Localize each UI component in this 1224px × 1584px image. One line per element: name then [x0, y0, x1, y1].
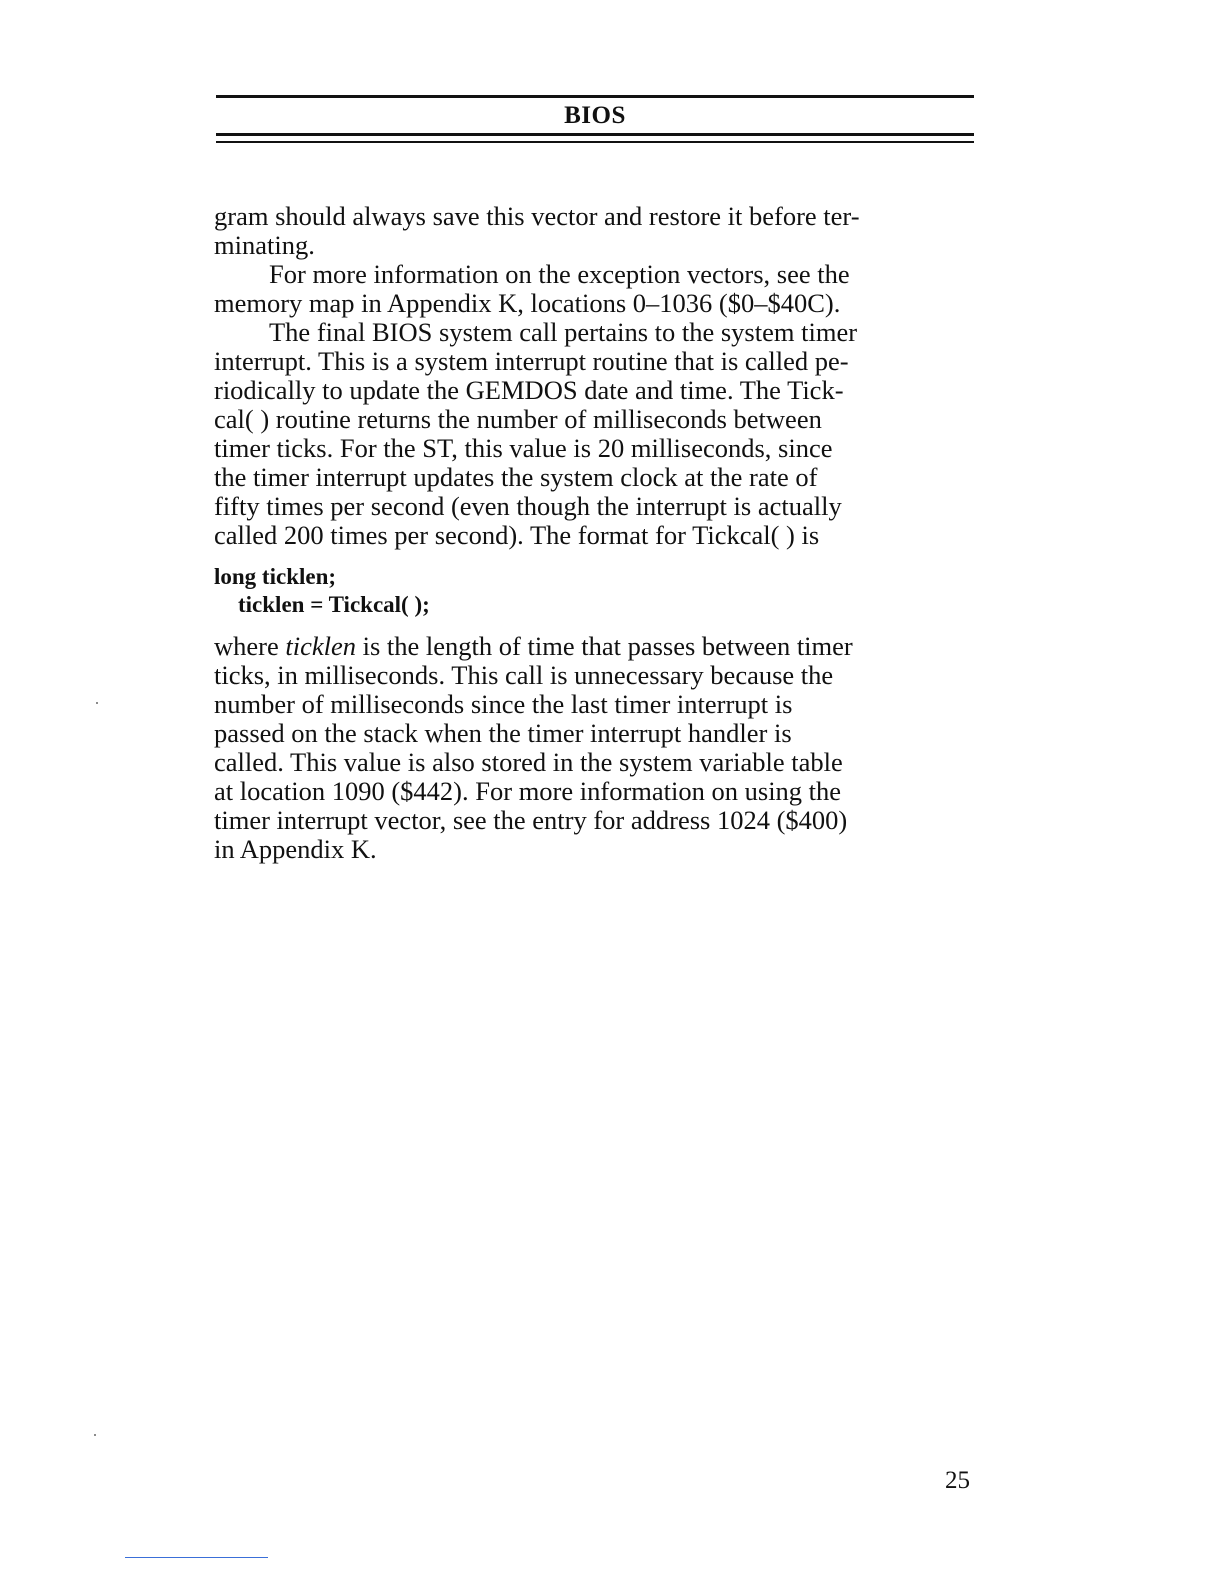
text-line: called. This value is also stored in the system variable table	[214, 747, 843, 777]
text-line: number of milliseconds since the last timer interrupt is	[214, 689, 793, 719]
text-line: riodically to update the GEMDOS date and time. The Tick-	[214, 375, 844, 405]
text-line: timer ticks. For the ST, this value is 20 milliseconds, since	[214, 433, 833, 463]
text-fragment: is the length of time that passes between timer	[356, 631, 853, 661]
text-line: gram should always save this vector and restore it before ter-	[214, 201, 860, 231]
text-line: timer interrupt vector, see the entry for address 1024 ($400)	[214, 805, 848, 835]
body-text	[214, 202, 966, 864]
code-example	[214, 563, 966, 619]
text-line: called 200 times per second). The format for Tickcal( ) is	[214, 520, 820, 550]
text-line: minating.	[214, 230, 315, 260]
paragraph-exception-vectors	[214, 260, 966, 318]
text-line: passed on the stack when the timer interrupt handler is	[214, 718, 792, 748]
header-rule-bottom	[216, 133, 974, 143]
paragraph-tickcal	[214, 318, 966, 550]
header-rule-top	[216, 95, 974, 98]
text-fragment: where	[214, 631, 286, 661]
code-line-call: ticklen = Tickcal( );	[238, 592, 430, 617]
footer-underline	[125, 1557, 268, 1558]
text-line: in Appendix K.	[214, 834, 377, 864]
text-line: For more information on the exception vectors, see the	[269, 259, 850, 289]
text-line	[214, 632, 966, 661]
text-line: fifty times per second (even though the interrupt is actually	[214, 491, 842, 521]
text-line: cal( ) routine returns the number of milliseconds between	[214, 404, 822, 434]
text-line: the timer interrupt updates the system clock at the rate of	[214, 462, 818, 492]
page-number: 25	[945, 1467, 970, 1494]
text-line: interrupt. This is a system interrupt routine that is called pe-	[214, 346, 849, 376]
text-line: ticks, in milliseconds. This call is unnecessary because the	[214, 660, 834, 690]
running-header-title: BIOS	[564, 102, 626, 129]
scan-speck	[96, 702, 98, 704]
paragraph-ticklen	[214, 632, 966, 864]
code-line-declaration: long ticklen;	[214, 564, 337, 589]
text-line: memory map in Appendix K, locations 0–1036 ($0–$40C).	[214, 288, 841, 318]
text-line: at location 1090 ($442). For more information on using the	[214, 776, 842, 806]
paragraph-continuation	[214, 202, 966, 260]
text-line: The final BIOS system call pertains to the system timer	[269, 317, 858, 347]
scan-speck	[94, 1434, 96, 1436]
italic-term: ticklen	[285, 631, 356, 661]
